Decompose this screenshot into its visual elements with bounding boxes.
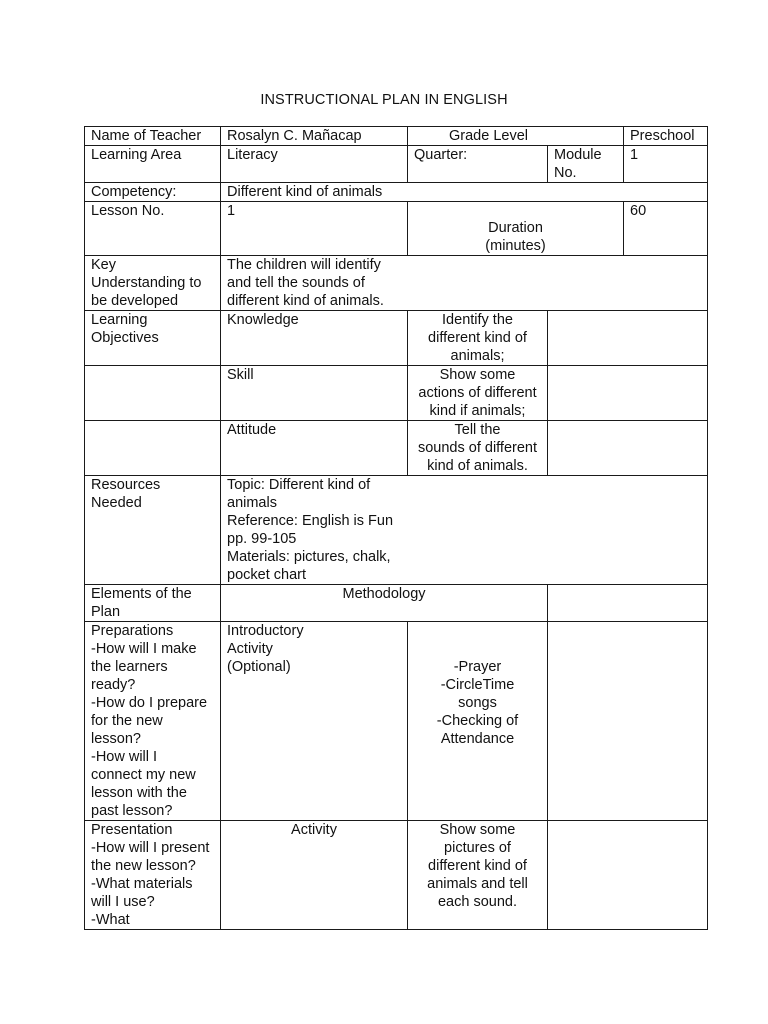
document-title: INSTRUCTIONAL PLAN IN ENGLISH (260, 92, 508, 108)
preparations-empty (548, 622, 708, 821)
row-objective-attitude (85, 421, 708, 476)
instructional-plan-table (84, 126, 708, 930)
introductory-activity-value: -Prayer -CircleTime songs -Checking of Attendance (408, 622, 548, 821)
grade-level-label: Grade Level (408, 127, 624, 146)
row-elements (85, 585, 708, 622)
presentation-empty (548, 821, 708, 930)
learning-objectives-label: Learning Objectives (85, 311, 221, 366)
row-learning-area (85, 146, 708, 183)
competency-value: Different kind of animals (221, 183, 708, 202)
skill-empty (85, 366, 221, 421)
row-preparations (85, 622, 708, 821)
lesson-label: Lesson No. (85, 202, 221, 256)
teacher-value: Rosalyn C. Mañacap (221, 127, 408, 146)
methodology-heading: Methodology (221, 585, 548, 622)
key-understanding-value: The children will identify and tell the sounds of different kind of animals. (221, 256, 708, 311)
competency-label: Competency: (85, 183, 221, 202)
presentation-label: Presentation -How will I present the new lesson? -What materials will I use? -What (85, 821, 221, 930)
learning-area-label: Learning Area (85, 146, 221, 183)
knowledge-empty (548, 311, 708, 366)
attitude-empty-right (548, 421, 708, 476)
lesson-value: 1 (221, 202, 408, 256)
row-resources (85, 476, 708, 585)
preparations-label: Preparations -How will I make the learners ready? -How do I prepare for the new lesson? -How will I connect my new lesson with the past lesson? (85, 622, 221, 821)
duration-value: 60 (624, 202, 708, 256)
module-value: 1 (624, 146, 708, 183)
knowledge-value: Identify the different kind of animals; (408, 311, 548, 366)
grade-level-value: Preschool (624, 127, 708, 146)
resources-value: Topic: Different kind of animals Reference: English is Fun pp. 99-105 Materials: pictures, chalk, pocket chart (221, 476, 708, 585)
elements-empty (548, 585, 708, 622)
key-understanding-label: Key Understanding to be developed (85, 256, 221, 311)
presentation-activity-value: Show some pictures of different kind of animals and tell each sound. (408, 821, 548, 930)
presentation-activity-label: Activity (221, 821, 408, 930)
attitude-label: Attitude (221, 421, 408, 476)
row-lesson (85, 202, 708, 256)
attitude-empty (85, 421, 221, 476)
teacher-label: Name of Teacher (85, 127, 221, 146)
row-presentation (85, 821, 708, 930)
skill-value: Show some actions of different kind if animals; (408, 366, 548, 421)
row-competency (85, 183, 708, 202)
attitude-value: Tell the sounds of different kind of animals. (408, 421, 548, 476)
learning-area-value: Literacy (221, 146, 408, 183)
row-key-understanding (85, 256, 708, 311)
duration-label: Duration (minutes) (408, 202, 624, 256)
row-objective-knowledge (85, 311, 708, 366)
row-objective-skill (85, 366, 708, 421)
resources-label: Resources Needed (85, 476, 221, 585)
quarter-label: Quarter: (408, 146, 548, 183)
introductory-activity-label: Introductory Activity (Optional) (221, 622, 408, 821)
row-teacher (85, 127, 708, 146)
skill-label: Skill (221, 366, 408, 421)
elements-label: Elements of the Plan (85, 585, 221, 622)
skill-empty-right (548, 366, 708, 421)
knowledge-label: Knowledge (221, 311, 408, 366)
module-label: Module No. (548, 146, 624, 183)
